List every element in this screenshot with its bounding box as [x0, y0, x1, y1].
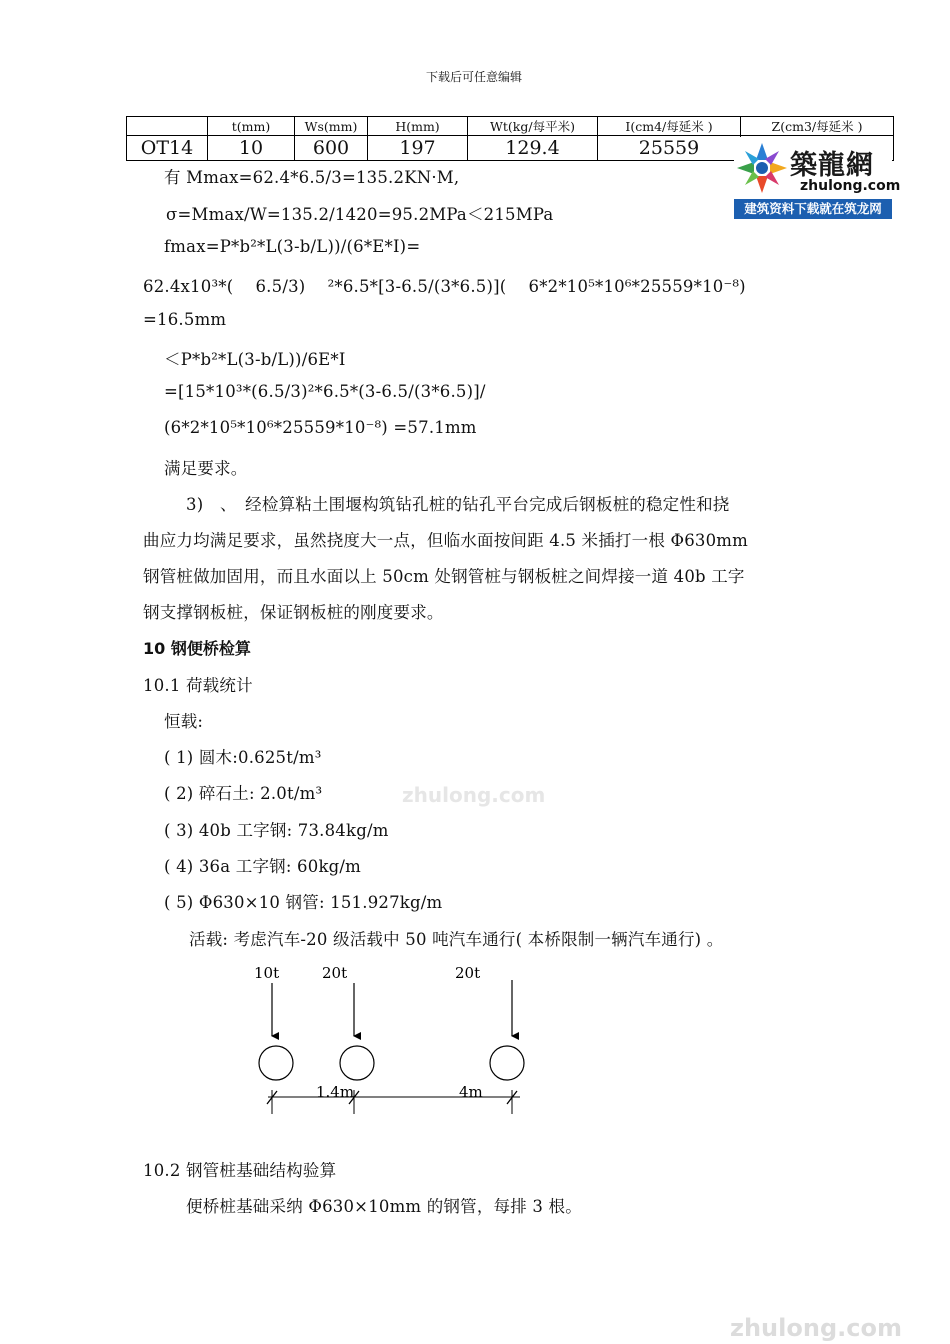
- table-header-cell: Ws(mm): [295, 117, 368, 136]
- table-cell: 25559: [598, 136, 741, 161]
- section-10-title: 10 钢便桥检算: [143, 639, 251, 658]
- snowflake-icon: [736, 141, 788, 195]
- load-item-4: ( 4) 36a 工字钢: 60kg/m: [164, 857, 362, 876]
- table-cell: 197: [368, 136, 468, 161]
- calc-line-8: (6*2*10⁵*10⁶*25559*10⁻⁸) =57.1mm: [164, 418, 477, 437]
- wheel-3: [490, 1046, 524, 1080]
- load-label-1: 10t: [254, 964, 280, 982]
- para-3-line-4: 钢支撑钢板桩，保证钢板桩的刚度要求。: [143, 603, 444, 622]
- calc-line-2: σ=Mmax/W=135.2/1420=95.2MPa＜215MPa: [166, 205, 554, 224]
- calc-line-4: 62.4x10³*( 6.5/3) ²*6.5*[3-6.5/(3*6.5)]( 6*2*10⁵*10⁶*25559*10⁻⁸): [143, 277, 746, 296]
- table-cell: 10: [208, 136, 295, 161]
- table-header-cell: t(mm): [208, 117, 295, 136]
- logo-en-text: zhulong.com: [800, 178, 901, 194]
- table-header-cell: H(mm): [368, 117, 468, 136]
- section-10-1-title: 10.1 荷载统计: [143, 676, 253, 695]
- wheel-1: [259, 1046, 293, 1080]
- section-10-2-text: 便桥桩基础采纳 Φ630×10mm 的钢管，每排 3 根。: [186, 1197, 582, 1216]
- table-cell: 600: [295, 136, 368, 161]
- calc-line-3: fmax=P*b²*L(3-b/L))/(6*E*I)=: [164, 237, 421, 256]
- para-3-line-1: 3) 、 经检算粘土围堰构筑钻孔桩的钻孔平台完成后钢板桩的稳定性和挠: [186, 495, 730, 514]
- table-cell: OT14: [127, 136, 208, 161]
- calc-line-7: =[15*10³*(6.5/3)²*6.5*(3-6.5/(3*6.5)]/: [164, 382, 486, 401]
- load-label-3: 20t: [455, 964, 481, 982]
- watermark-mid: zhulong.com: [402, 783, 546, 807]
- load-item-1: ( 1) 圆木:0.625t/m³: [164, 748, 322, 767]
- para-3-line-2: 曲应力均满足要求，虽然挠度大一点，但临水面按间距 4.5 米插打一根 Φ630mm: [143, 531, 748, 550]
- watermark-bottom: zhulong.com: [730, 1314, 902, 1342]
- section-10-2-title: 10.2 钢管桩基础结构验算: [143, 1161, 337, 1180]
- dead-load-label: 恒载:: [164, 712, 204, 731]
- zhulong-logo: [734, 137, 901, 219]
- logo-slogan: 建筑资料下载就在筑龙网: [734, 199, 892, 219]
- load-item-2: ( 2) 碎石土: 2.0t/m³: [164, 784, 323, 803]
- load-diagram: [240, 958, 540, 1118]
- calc-line-5: =16.5mm: [143, 310, 227, 329]
- table-cell: 129.4: [468, 136, 598, 161]
- spacing-label-1: 1.4m: [316, 1083, 355, 1101]
- page-header: 下载后可任意编辑: [426, 70, 523, 84]
- para-3-line-3: 钢管桩做加固用，而且水面以上 50cm 处钢管桩与钢板桩之间焊接一道 40b 工字: [143, 567, 745, 586]
- calc-line-1: 有 Mmax=62.4*6.5/3=135.2KN·M,: [164, 168, 460, 187]
- logo-cn-text: 築龍網: [790, 150, 874, 181]
- load-item-5: ( 5) Φ630×10 钢管: 151.927kg/m: [164, 893, 443, 912]
- table-header-cell: Z(cm3/每延米 ): [741, 117, 894, 136]
- calc-line-9: 满足要求。: [164, 459, 248, 478]
- table-header-cell: I(cm4/每延米 ): [598, 117, 741, 136]
- table-header-cell: [127, 117, 208, 136]
- load-item-3: ( 3) 40b 工字钢: 73.84kg/m: [164, 821, 389, 840]
- table-header-cell: Wt(kg/每平米): [468, 117, 598, 136]
- spacing-label-2: 4m: [459, 1083, 483, 1101]
- table-header-row: [127, 117, 894, 136]
- calc-line-6: ＜P*b²*L(3-b/L))/6E*I: [164, 350, 346, 369]
- load-label-2: 20t: [322, 964, 348, 982]
- wheel-2: [340, 1046, 374, 1080]
- live-load-text: 活载: 考虑汽车-20 级活载中 50 吨汽车通行( 本桥限制一辆汽车通行) 。: [189, 930, 724, 949]
